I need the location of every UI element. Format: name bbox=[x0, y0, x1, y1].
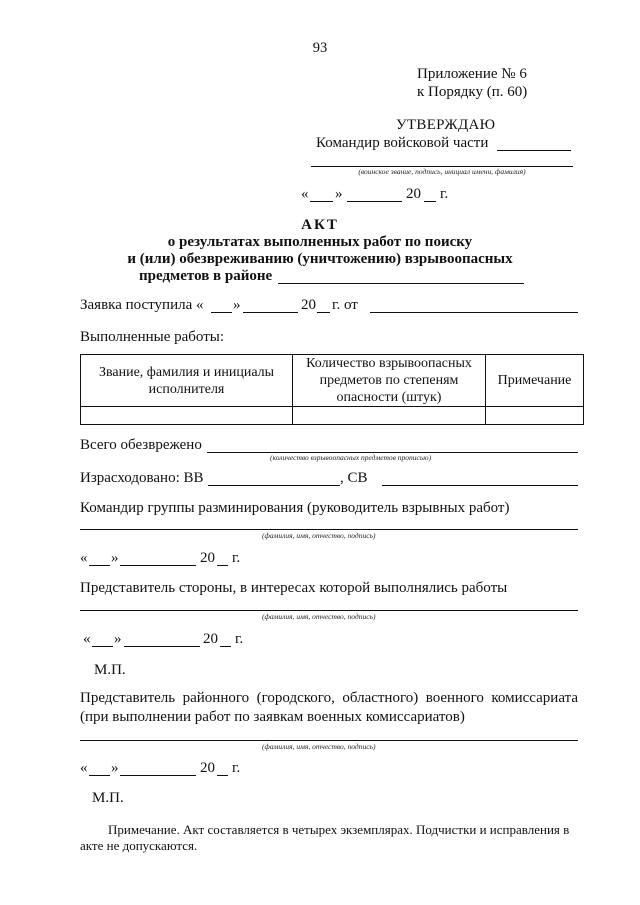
note-line1: Примечание. Акт составляется в четырех экземплярах. Подчистки и исправления в bbox=[108, 822, 570, 837]
total-label: Всего обезврежено bbox=[80, 437, 202, 453]
commissariat-rep-line bbox=[80, 740, 578, 741]
approve-day-line bbox=[310, 201, 333, 202]
stamp-mark-2: М.П. bbox=[92, 790, 124, 806]
request-year-line bbox=[317, 312, 330, 313]
commissariat-rep-caption: (фамилия, имя, отчество, подпись) bbox=[262, 742, 376, 751]
spent-label: Израсходовано: ВВ bbox=[80, 470, 204, 486]
approve-year-line bbox=[424, 201, 436, 202]
approve-caption: (воинское звание, подпись, инициал имени, фамилия) bbox=[358, 167, 526, 176]
table-row bbox=[81, 407, 584, 425]
date1-year-line bbox=[217, 565, 228, 566]
spent-sep: , СВ bbox=[340, 470, 368, 486]
act-line3: предметов в районе bbox=[139, 268, 273, 284]
stamp-mark-1: М.П. bbox=[94, 662, 126, 678]
party-rep-label: Представитель стороны, в интересах которой выполнялись работы bbox=[80, 580, 508, 596]
date2-year-line bbox=[220, 646, 231, 647]
commissariat-rep-line1: Представитель районного (городского, областного) военного комиссариата bbox=[80, 690, 578, 706]
request-prefix: Заявка поступила « bbox=[80, 297, 204, 313]
approve-date-year: 20 bbox=[406, 186, 421, 202]
table-header-note: Примечание bbox=[486, 355, 584, 407]
approve-commander: Командир войсковой части bbox=[316, 135, 489, 151]
approve-month-line bbox=[347, 201, 402, 202]
table-cell bbox=[486, 407, 584, 425]
table-header-executor: Звание, фамилия и инициалы исполнителя bbox=[81, 355, 293, 407]
request-mid: » bbox=[233, 297, 241, 313]
table-cell bbox=[81, 407, 293, 425]
group-commander-label: Командир группы разминирования (руководитель взрывных работ) bbox=[80, 500, 510, 516]
act-title: АКТ bbox=[301, 217, 339, 233]
page-number: 93 bbox=[312, 40, 328, 56]
act-line1: о результатах выполненных работ по поиску bbox=[167, 234, 473, 250]
spent-vv-line bbox=[208, 485, 340, 486]
date1-year: 20 bbox=[200, 550, 215, 566]
date2-open: « bbox=[83, 631, 91, 647]
approve-date-suffix: г. bbox=[440, 186, 449, 202]
district-line bbox=[278, 283, 524, 284]
request-from-line bbox=[370, 312, 578, 313]
table-header-quantity: Количество взрывоопасных предметов по степеням опасности (штук) bbox=[293, 355, 486, 407]
date3-mid: » bbox=[111, 760, 119, 776]
commissariat-rep-line2: (при выполнении работ по заявкам военных комиссариатов) bbox=[80, 709, 465, 725]
party-rep-line bbox=[80, 610, 578, 611]
date1-day-line bbox=[89, 565, 110, 566]
date1-mid: » bbox=[111, 550, 119, 566]
date3-year-line bbox=[217, 775, 228, 776]
date3-suffix: г. bbox=[232, 760, 241, 776]
spent-sv-line bbox=[382, 485, 578, 486]
group-commander-caption: (фамилия, имя, отчество, подпись) bbox=[262, 531, 376, 540]
total-caption: (количество взрывоопасных предметов прописью) bbox=[270, 453, 432, 462]
note-line2: акте не допускаются. bbox=[80, 838, 198, 853]
act-line2: и (или) обезвреживанию (уничтожению) взрывоопасных bbox=[127, 251, 513, 267]
request-month-line bbox=[243, 312, 298, 313]
date2-month-line bbox=[124, 646, 200, 647]
appendix-line2: к Порядку (п. 60) bbox=[417, 84, 528, 100]
request-year: 20 bbox=[301, 297, 316, 313]
request-day-line bbox=[211, 312, 232, 313]
date3-month-line bbox=[120, 775, 196, 776]
request-suffix: г. от bbox=[332, 297, 358, 313]
date2-year: 20 bbox=[203, 631, 218, 647]
approve-date-open: « bbox=[301, 186, 309, 202]
date1-open: « bbox=[80, 550, 88, 566]
date2-mid: » bbox=[114, 631, 122, 647]
appendix-line1: Приложение № 6 bbox=[417, 66, 527, 82]
works-label: Выполненные работы: bbox=[80, 329, 225, 345]
date3-open: « bbox=[80, 760, 88, 776]
commander-unit-line bbox=[497, 150, 571, 151]
date1-month-line bbox=[120, 565, 196, 566]
party-rep-caption: (фамилия, имя, отчество, подпись) bbox=[262, 612, 376, 621]
date3-year: 20 bbox=[200, 760, 215, 776]
date3-day-line bbox=[89, 775, 110, 776]
approve-title: УТВЕРЖДАЮ bbox=[396, 117, 496, 133]
date2-suffix: г. bbox=[235, 631, 244, 647]
works-table bbox=[80, 354, 584, 425]
date2-day-line bbox=[92, 646, 113, 647]
group-commander-line bbox=[80, 529, 578, 530]
table-cell bbox=[293, 407, 486, 425]
date1-suffix: г. bbox=[232, 550, 241, 566]
approve-date-mid: » bbox=[335, 186, 343, 202]
